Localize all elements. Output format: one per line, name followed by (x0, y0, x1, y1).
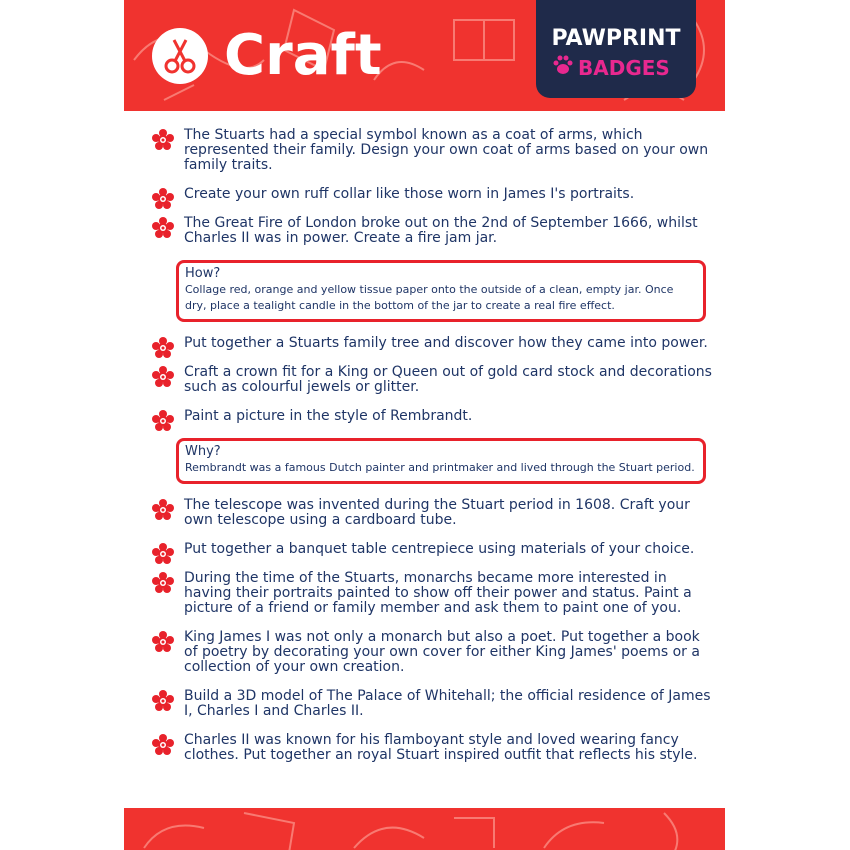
list-item (152, 336, 712, 351)
worksheet-page (124, 0, 725, 850)
badge-logo-line2-wrap (552, 54, 688, 82)
tudor-rose-icon (152, 188, 174, 210)
list-item (152, 733, 712, 763)
list-item (152, 689, 712, 719)
page-title: Craft (224, 23, 382, 88)
info-box-title: Why? (185, 444, 221, 459)
list-item (152, 542, 712, 557)
pawprint-badges-logo (536, 0, 696, 98)
badge-logo-line2: BADGES (578, 56, 670, 80)
how-info-box (176, 260, 706, 322)
list-item-text: King James I was not only a monarch but also a poet. Put together a book of poetry by decorating your own cover for either King James' poems or a collection of your own creation. (184, 629, 700, 675)
info-box-text: Collage red, orange and yellow tissue paper onto the outside of a clean, empty jar. Once dry, place a tealight candle in the bottom of the jar to create a real fire effect. (185, 283, 674, 312)
list-item-text: Paint a picture in the style of Rembrandt. (184, 408, 473, 424)
tudor-rose-icon (152, 129, 174, 151)
list-item-text: Craft a crown fit for a King or Queen out of gold card stock and decorations such as colourful jewels or glitter. (184, 364, 712, 395)
list-item (152, 571, 712, 616)
tudor-rose-icon (152, 410, 174, 432)
tudor-rose-icon (152, 631, 174, 653)
paw-icon (552, 54, 574, 82)
tudor-rose-icon (152, 572, 174, 594)
list-item-text: Put together a Stuarts family tree and discover how they came into power. (184, 335, 708, 351)
tudor-rose-icon (152, 217, 174, 239)
tudor-rose-icon (152, 690, 174, 712)
list-item-text: Create your own ruff collar like those worn in James I's portraits. (184, 186, 635, 202)
footer-banner (124, 808, 725, 850)
info-box-title: How? (185, 266, 221, 281)
list-item (152, 409, 712, 424)
list-item-text: Charles II was known for his flamboyant style and loved wearing fancy clothes. Put together an royal Stuart inspired outfit that reflects his style. (184, 732, 698, 763)
activity-list (152, 128, 712, 777)
why-info-box (176, 438, 706, 484)
badge-logo-line1: PAWPRINT (551, 26, 681, 51)
list-item-text: Put together a banquet table centrepiece using materials of your choice. (184, 541, 695, 557)
tudor-rose-icon (152, 499, 174, 521)
list-item-text: The Great Fire of London broke out on the 2nd of September 1666, whilst Charles II was in power. Create a fire jam jar. (184, 215, 698, 246)
list-item-text: During the time of the Stuarts, monarchs became more interested in having their portraits painted to show off their power and status. Paint a picture of a friend or family member and ask them to paint one of you. (184, 570, 692, 616)
info-box-text: Rembrandt was a famous Dutch painter and printmaker and lived through the Stuart period. (185, 461, 695, 474)
doodle-background (124, 808, 725, 850)
list-item-text: Build a 3D model of The Palace of Whitehall; the official residence of James I, Charles I and Charles II. (184, 688, 711, 719)
tudor-rose-icon (152, 366, 174, 388)
list-item (152, 216, 712, 246)
tudor-rose-icon (152, 337, 174, 359)
scissors-icon (152, 28, 208, 84)
list-item (152, 187, 712, 202)
header-banner (124, 0, 725, 111)
list-item-text: The Stuarts had a special symbol known as a coat of arms, which represented their family. Design your own coat of arms based on your own family traits. (184, 127, 709, 173)
list-item-text: The telescope was invented during the Stuart period in 1608. Craft your own telescope using a cardboard tube. (184, 497, 690, 528)
list-item (152, 630, 712, 675)
list-item (152, 498, 712, 528)
list-item (152, 365, 712, 395)
tudor-rose-icon (152, 543, 174, 565)
list-item (152, 128, 712, 173)
tudor-rose-icon (152, 734, 174, 756)
